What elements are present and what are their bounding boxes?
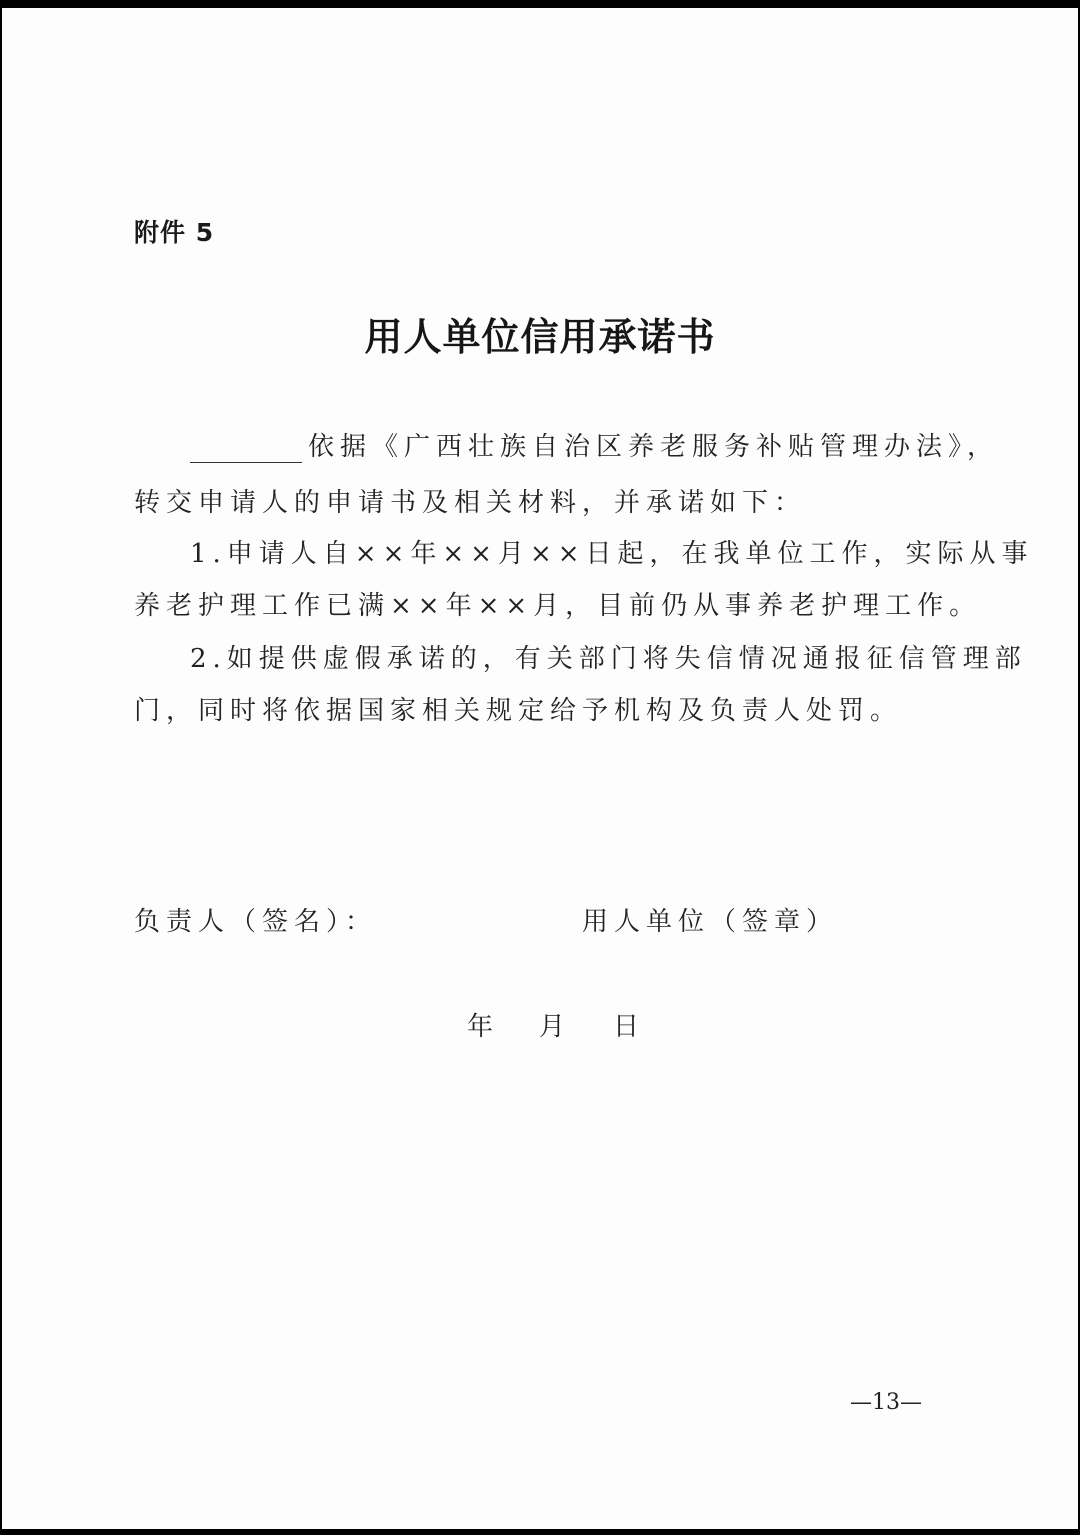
item-1-line-2: 养老护理工作已满××年××月，目前仍从事养老护理工作。 xyxy=(134,591,982,621)
date-day: 日 xyxy=(613,1012,646,1042)
signature-label: 负责人（签名）： xyxy=(134,907,378,937)
date-year: 年 xyxy=(467,1012,500,1042)
unit-seal-label: 用人单位（签章） xyxy=(582,907,839,937)
organization-name-blank xyxy=(190,432,302,463)
attachment-label: 附件 5 xyxy=(134,218,215,247)
intro-text-1: 依据《广西壮族自治区养老服务补贴管理办法》， xyxy=(308,432,1000,462)
intro-paragraph-line-1 xyxy=(190,426,999,463)
page-number: —13— xyxy=(850,1390,922,1415)
item-2-line-2: 门，同时将依据国家相关规定给予机构及负责人处罚。 xyxy=(134,696,903,726)
item-2-line-1: 2.如提供虚假承诺的，有关部门将失信情况通报征信管理部 xyxy=(190,644,1027,674)
item-1-line-1: 1.申请人自××年××月××日起，在我单位工作，实际从事 xyxy=(190,539,1034,569)
document-title: 用人单位信用承诺书 xyxy=(364,314,716,359)
intro-paragraph-line-2: 转交申请人的申请书及相关材料，并承诺如下： xyxy=(134,488,807,518)
document-page xyxy=(2,8,1078,1529)
date-month: 月 xyxy=(539,1012,572,1042)
